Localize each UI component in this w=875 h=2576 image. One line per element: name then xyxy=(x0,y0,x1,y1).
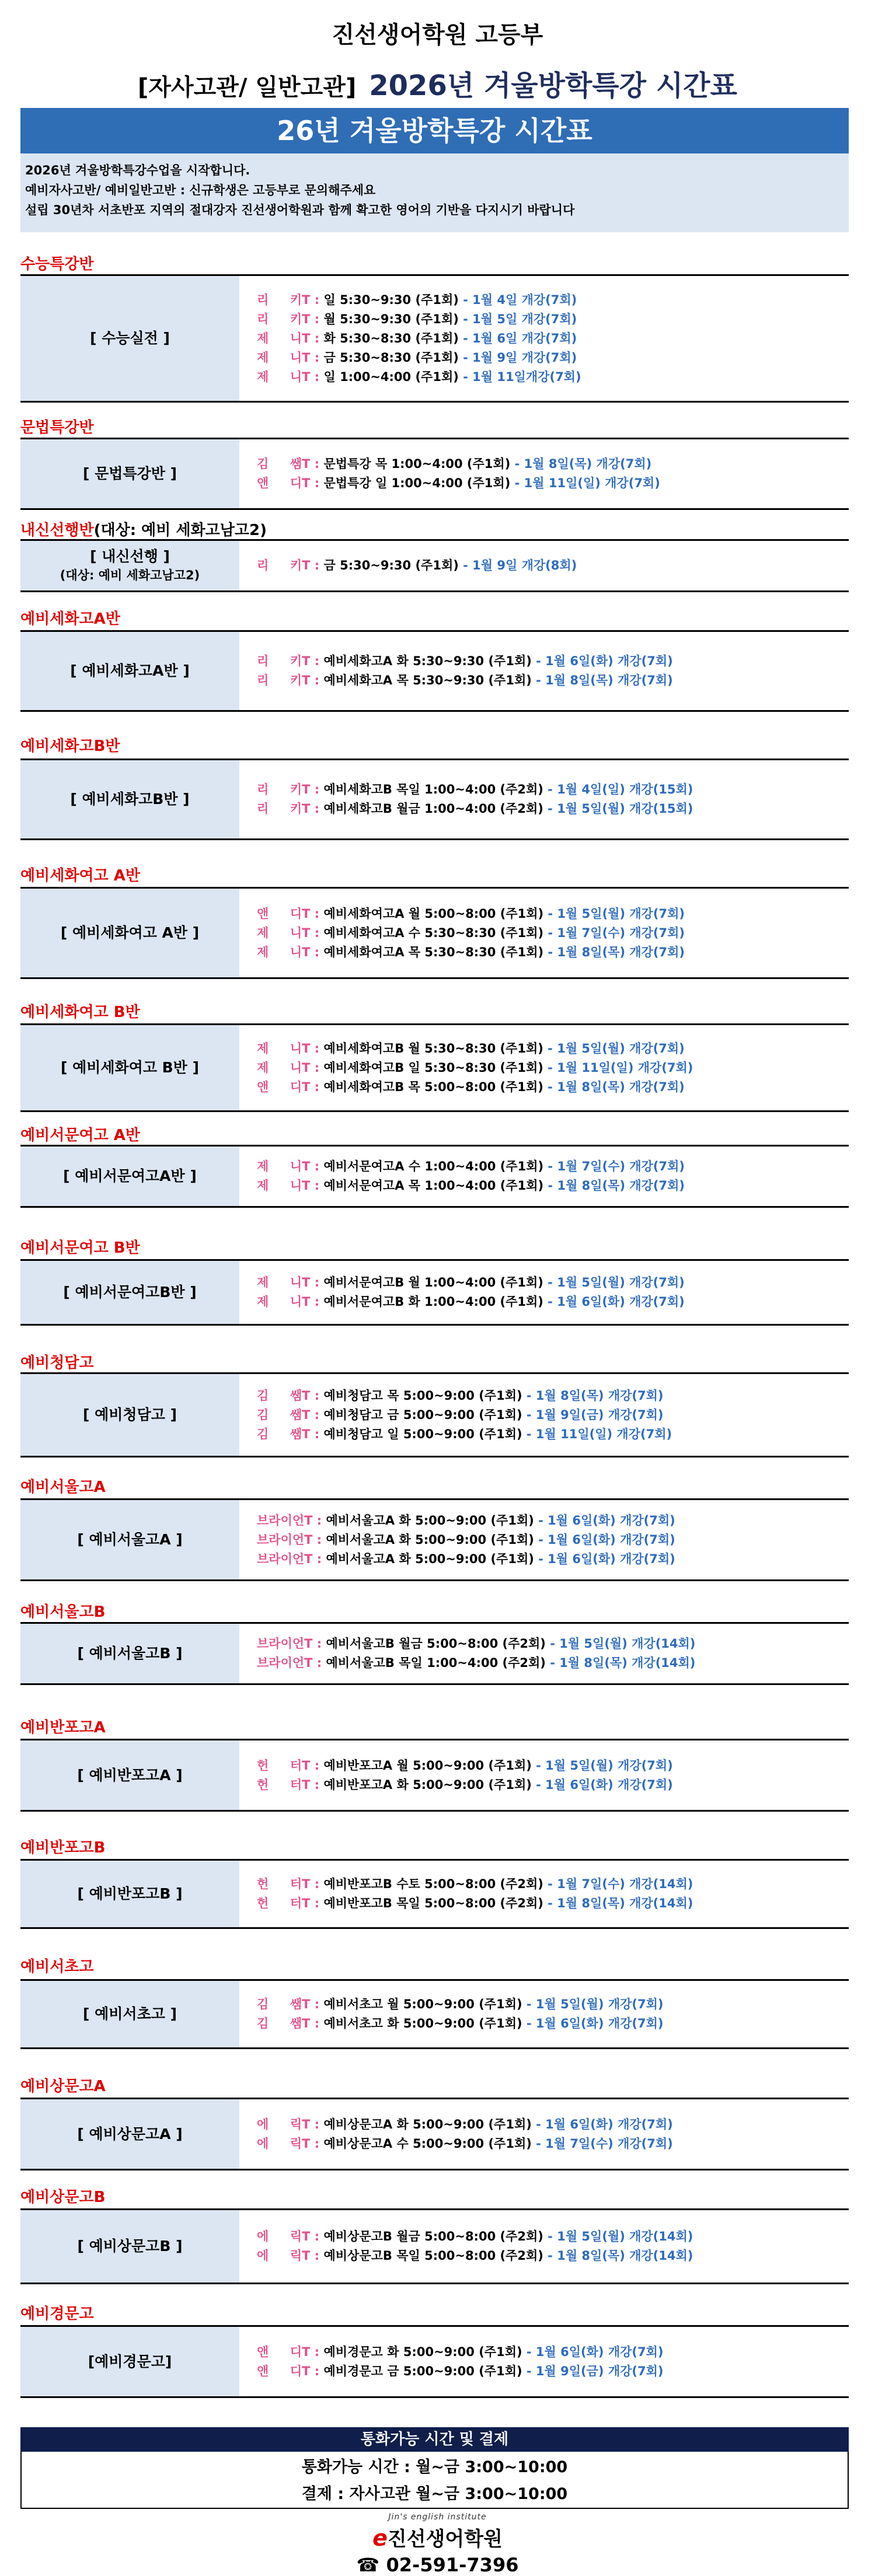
class-label xyxy=(20,1500,239,1579)
class-block xyxy=(20,2098,849,2170)
schedule-line xyxy=(257,310,581,329)
class-time: 예비세화고B 목일 1:00~4:00 (주2회) xyxy=(323,782,543,796)
section-title-text: 문법특강반 xyxy=(20,419,94,436)
teacher-name: 김 쌤T : xyxy=(257,457,324,471)
start-date: - 1월 9일 개강(7회) xyxy=(458,350,577,365)
class-time: 예비서문여고B 화 1:00~4:00 (주1회) xyxy=(323,1295,543,1309)
class-label xyxy=(20,439,239,508)
start-date: - 1월 8일(목) 개강(7회) xyxy=(522,1388,664,1403)
teacher-name: 앤 디T : xyxy=(257,2344,324,2359)
teacher-name: 제 니T : xyxy=(257,1295,324,1309)
teacher-name: 제 니T : xyxy=(257,331,324,345)
teacher-name: 브라이언T : xyxy=(257,1656,326,1670)
section-title-text: 예비서문여고 A반 xyxy=(20,1127,140,1144)
schedule-line xyxy=(257,924,685,943)
class-time: 일 1:00~4:00 (주1회) xyxy=(323,369,459,384)
class-time: 예비상문고A 수 5:00~9:00 (주1회) xyxy=(323,2136,532,2151)
schedule-line xyxy=(257,556,577,575)
section-title-text: 예비반포고A xyxy=(20,1719,106,1736)
start-date: - 1월 5일(월) 개강(14회) xyxy=(545,1637,696,1651)
schedule-lines xyxy=(257,889,685,977)
class-time: 예비서울고A 화 5:00~9:00 (주1회) xyxy=(326,1551,534,1566)
schedule-lines xyxy=(257,760,693,838)
teacher-name: 에 릭T : xyxy=(257,2136,324,2151)
class-time: 문법특강 일 1:00~4:00 (주1회) xyxy=(323,476,511,490)
start-date: - 1월 7일(수) 개강(7회) xyxy=(543,1159,685,1173)
class-block xyxy=(20,1859,849,1929)
teacher-name: 에 릭T : xyxy=(257,2229,324,2243)
section-title-text: 예비상문고B xyxy=(20,2189,106,2206)
teacher-name: 리 키T : xyxy=(257,558,324,572)
class-time: 예비경문고 화 5:00~9:00 (주1회) xyxy=(323,2344,522,2359)
schedule-line xyxy=(257,1292,685,1312)
start-date: - 1월 5일(월) 개강(7회) xyxy=(522,1997,664,2011)
start-date: - 1월 6일 개강(7회) xyxy=(458,331,577,345)
class-block xyxy=(20,1622,849,1685)
schedule-lines xyxy=(257,439,660,508)
schedule-line xyxy=(257,2343,663,2362)
class-label xyxy=(20,1025,239,1110)
class-block xyxy=(20,1498,849,1581)
class-time: 예비서문여고B 월 1:00~4:00 (주1회) xyxy=(323,1275,543,1289)
start-date: - 1월 11일(일) 개강(7회) xyxy=(543,1060,693,1075)
class-block xyxy=(20,1979,849,2049)
teacher-name: 리 키T : xyxy=(257,802,324,816)
teacher-name: 제 니T : xyxy=(257,1275,324,1289)
start-date: - 1월 7일(수) 개강(14회) xyxy=(543,1877,693,1891)
schedule-line xyxy=(257,780,693,799)
intro-box xyxy=(20,153,849,232)
schedule-line xyxy=(257,1273,685,1292)
class-label-text: [ 예비서울고A ] xyxy=(77,1531,183,1548)
schedule-line xyxy=(257,2115,673,2134)
teacher-name: 제 니T : xyxy=(257,925,324,940)
start-date: - 1월 6일(화) 개강(7회) xyxy=(534,1551,675,1566)
logo-korean: 진선생어학원 xyxy=(387,2528,503,2551)
class-time: 예비경문고 금 5:00~9:00 (주1회) xyxy=(323,2364,522,2378)
class-block xyxy=(20,2325,849,2398)
teacher-name: 헌 터T : xyxy=(257,1777,324,1792)
class-label-text: [ 예비서초고 ] xyxy=(82,2005,177,2022)
class-time: 예비청담고 일 5:00~9:00 (주1회) xyxy=(323,1427,522,1441)
schedule-line xyxy=(257,1511,675,1530)
class-time: 예비반포고A 화 5:00~9:00 (주1회) xyxy=(323,1777,532,1792)
schedule-line xyxy=(257,348,581,368)
class-label-text: [ 예비서울고B ] xyxy=(77,1645,183,1662)
teacher-name: 제 니T : xyxy=(257,1159,324,1173)
section-title-text: 수능특강반 xyxy=(20,256,94,273)
class-time: 화 5:30~8:30 (주1회) xyxy=(323,331,459,345)
schedule-line xyxy=(257,2227,693,2246)
class-time: 예비세화여고B 목 5:00~8:00 (주1회) xyxy=(323,1079,543,1094)
schedule-line xyxy=(257,2014,663,2033)
section-title-text: 예비세화여고 A반 xyxy=(20,867,140,885)
start-date: - 1월 11일개강(7회) xyxy=(458,369,581,384)
schedule-line xyxy=(257,329,581,348)
teacher-name: 에 릭T : xyxy=(257,2249,324,2263)
schedule-lines xyxy=(257,1025,693,1110)
class-label xyxy=(20,276,239,401)
class-label xyxy=(20,541,239,590)
class-label xyxy=(20,889,239,977)
schedule-line xyxy=(257,1157,685,1176)
start-date: - 1월 8일(목) 개강(14회) xyxy=(543,2249,693,2263)
schedule-line xyxy=(257,671,673,690)
class-block xyxy=(20,274,849,403)
section-title-text: 예비반포고B xyxy=(20,1839,106,1857)
contact-box xyxy=(20,2452,849,2509)
start-date: - 1월 11일(일) 개강(7회) xyxy=(510,476,660,490)
class-time: 예비세화고A 목 5:30~9:30 (주1회) xyxy=(323,673,532,687)
section-title-text: 예비세화여고 B반 xyxy=(20,1004,140,1021)
teacher-name: 제 니T : xyxy=(257,1060,324,1075)
class-label-text: [ 내신선행 ] xyxy=(90,547,170,565)
start-date: - 1월 8일(목) 개강(14회) xyxy=(543,1896,693,1910)
schedule-line xyxy=(257,1530,675,1550)
section-title xyxy=(20,1836,105,1857)
teacher-name: 앤 디T : xyxy=(257,2364,324,2378)
section-title xyxy=(20,1955,94,1976)
section-title xyxy=(20,518,267,540)
class-label-note: (대상: 예비 세화고남고2) xyxy=(60,568,200,582)
section-title-text: 예비경문고 xyxy=(20,2305,94,2323)
class-time: 예비상문고B 목일 5:00~8:00 (주2회) xyxy=(323,2249,543,2263)
schedule-line xyxy=(257,1756,673,1775)
section-title-note: (대상: 예비 세화고남고2) xyxy=(93,522,267,539)
teacher-name: 제 니T : xyxy=(257,1179,324,1193)
page-subtitle xyxy=(0,63,875,103)
teacher-name: 리 키T : xyxy=(257,782,324,796)
schedule-line xyxy=(257,1386,672,1406)
class-block xyxy=(20,1739,849,1812)
teacher-name: 제 니T : xyxy=(257,1041,324,1055)
start-date: - 1월 5일(월) 개강(14회) xyxy=(543,2229,693,2243)
start-date: - 1월 8일(목) 개강(7회) xyxy=(510,457,652,471)
class-block xyxy=(20,438,849,510)
schedule-line xyxy=(257,2246,693,2266)
start-date: - 1월 8일(목) 개강(14회) xyxy=(545,1656,696,1670)
section-title-text: 예비서문여고 B반 xyxy=(20,1239,140,1257)
schedule-line xyxy=(257,1078,693,1097)
schedule-lines xyxy=(257,1374,672,1456)
class-time: 예비세화여고A 목 5:30~8:30 (주1회) xyxy=(323,945,544,959)
class-label xyxy=(20,760,239,838)
class-block xyxy=(20,887,849,979)
class-label xyxy=(20,2099,239,2169)
start-date: - 1월 7일(수) 개강(7회) xyxy=(543,925,685,940)
schedule-lines xyxy=(257,2210,693,2283)
title-banner: 26년 겨울방학특강 시간표 xyxy=(20,108,849,153)
section-title-text: 예비세화고A반 xyxy=(20,610,120,628)
class-time: 예비서초고 월 5:00~9:00 (주1회) xyxy=(323,1997,522,2011)
class-block xyxy=(20,1023,849,1112)
class-block xyxy=(20,1372,849,1457)
schedule-lines xyxy=(257,276,581,401)
start-date: - 1월 6일(화) 개강(7회) xyxy=(531,654,673,668)
schedule-lines xyxy=(257,632,673,710)
academy-logo xyxy=(0,2512,875,2576)
class-block xyxy=(20,1145,849,1208)
start-date: - 1월 9일 개강(8회) xyxy=(458,558,577,572)
class-label xyxy=(20,1981,239,2047)
schedule-line xyxy=(257,1039,693,1058)
schedule-line xyxy=(257,652,673,671)
intro-line: 예비자사고반/ 예비일반고반 : 신규학생은 고등부로 문의해주세요 xyxy=(25,183,376,197)
start-date: - 1월 5일(월) 개강(7회) xyxy=(543,906,685,921)
teacher-name: 앤 디T : xyxy=(257,906,324,921)
class-time: 예비상문고B 월금 5:00~8:00 (주2회) xyxy=(323,2229,543,2243)
section-title-text: 예비서울고B xyxy=(20,1603,106,1621)
schedule-line xyxy=(257,1425,672,1444)
schedule-line xyxy=(257,455,660,474)
class-time: 예비세화여고B 월 5:30~8:30 (주1회) xyxy=(323,1041,543,1055)
teacher-name: 리 키T : xyxy=(257,312,324,326)
class-label xyxy=(20,1624,239,1683)
start-date: - 1월 9일(금) 개강(7회) xyxy=(522,2364,664,2378)
class-time: 예비세화여고A 수 5:30~8:30 (주1회) xyxy=(323,925,544,940)
class-time: 예비서울고A 화 5:00~9:00 (주1회) xyxy=(326,1532,534,1547)
teacher-name: 김 쌤T : xyxy=(257,1407,324,1422)
class-label xyxy=(20,1374,239,1456)
class-label xyxy=(20,2210,239,2283)
class-time: 예비서울고A 화 5:00~9:00 (주1회) xyxy=(326,1513,534,1528)
teacher-name: 브라이언T : xyxy=(257,1513,326,1528)
schedule-line xyxy=(257,799,693,819)
class-label-text: [ 예비상문고A ] xyxy=(77,2125,183,2142)
teacher-name: 김 쌤T : xyxy=(257,1427,324,1441)
start-date: - 1월 6일(화) 개강(7회) xyxy=(531,2117,673,2131)
class-block xyxy=(20,630,849,712)
schedule-line xyxy=(257,1894,693,1913)
class-label-text: [ 예비세화여고 B반 ] xyxy=(60,1059,200,1076)
class-label-text: [ 예비세화여고 A반 ] xyxy=(60,924,200,941)
intro-line: 설립 30년차 서초반포 지역의 절대강자 진선생어학원과 함께 확고한 영어의 기반을 다지시기 바랍니다 xyxy=(25,203,575,217)
teacher-name: 제 니T : xyxy=(257,350,324,365)
section-title-text: 예비서초고 xyxy=(20,1958,94,1976)
schedule-line xyxy=(257,1176,685,1196)
class-time: 예비세화여고B 일 5:30~8:30 (주1회) xyxy=(323,1060,543,1075)
teacher-name: 리 키T : xyxy=(257,673,324,687)
section-title xyxy=(20,1236,140,1257)
logo-name xyxy=(0,2523,875,2551)
section-title-text: 예비청담고 xyxy=(20,1354,94,1372)
class-time: 예비서문여고A 수 1:00~4:00 (주1회) xyxy=(323,1159,544,1173)
start-date: - 1월 6일(화) 개강(7회) xyxy=(522,2344,664,2359)
class-block xyxy=(20,1259,849,1326)
class-time: 예비반포고B 수토 5:00~8:00 (주2회) xyxy=(323,1877,543,1891)
class-time: 예비상문고A 화 5:00~9:00 (주1회) xyxy=(323,2117,532,2131)
teacher-name: 헌 터T : xyxy=(257,1758,324,1773)
start-date: - 1월 5일 개강(7회) xyxy=(458,312,577,326)
teacher-name: 브라이언T : xyxy=(257,1532,326,1547)
schedule-lines xyxy=(257,1147,685,1206)
class-label-text: [ 예비청담고 ] xyxy=(82,1406,177,1423)
teacher-name: 앤 디T : xyxy=(257,476,324,490)
section-title xyxy=(20,252,94,274)
class-label-text: [ 예비서문여고B반 ] xyxy=(63,1284,197,1301)
contact-heading: 통화가능 시간 및 결제 xyxy=(20,2427,849,2452)
class-time: 예비청담고 금 5:00~9:00 (주1회) xyxy=(323,1407,522,1422)
schedule-lines xyxy=(257,1500,675,1579)
start-date: - 1월 6일(화) 개강(7회) xyxy=(534,1513,675,1528)
teacher-name: 제 니T : xyxy=(257,369,324,384)
start-date: - 1월 9일(금) 개강(7회) xyxy=(522,1407,664,1422)
call-hours: 통화가능 시간 : 월~금 3:00~10:00 xyxy=(301,2458,568,2476)
start-date: - 1월 5일(월) 개강(7회) xyxy=(543,1041,685,1055)
section-title xyxy=(20,2185,105,2207)
section-title xyxy=(20,864,140,885)
teacher-name: 김 쌤T : xyxy=(257,1388,324,1403)
class-label xyxy=(20,632,239,710)
logo-english: Jin's english institute xyxy=(388,2512,487,2522)
teacher-name: 김 쌤T : xyxy=(257,2016,324,2030)
class-label-text: [ 예비반포고B ] xyxy=(77,1885,183,1902)
start-date: - 1월 5일(월) 개강(7회) xyxy=(531,1758,673,1773)
class-label-text: [ 예비세화고A반 ] xyxy=(70,662,190,679)
class-time: 예비반포고A 월 5:00~9:00 (주1회) xyxy=(323,1758,532,1773)
schedule-lines xyxy=(257,2327,663,2396)
intro-line: 2026년 겨울방학특강수업을 시작합니다. xyxy=(25,163,250,177)
schedule-lines xyxy=(257,1981,663,2047)
teacher-name: 김 쌤T : xyxy=(257,1997,324,2011)
payment-hours: 결제 : 자사고관 월~금 3:00~10:00 xyxy=(301,2485,568,2503)
phone-number: ☎ 02-591-7396 xyxy=(356,2554,519,2576)
school-title: 진선생어학원 고등부 xyxy=(332,22,543,48)
section-title xyxy=(20,1351,94,1372)
schedule-title: 2026년 겨울방학특강 시간표 xyxy=(369,69,737,102)
class-time: 예비청담고 목 5:00~9:00 (주1회) xyxy=(323,1388,522,1403)
start-date: - 1월 5일(월) 개강(15회) xyxy=(543,802,693,816)
schedule-line xyxy=(257,368,581,387)
start-date: - 1월 11일(일) 개강(7회) xyxy=(522,1427,672,1441)
schedule-line xyxy=(257,1995,663,2014)
section-title xyxy=(20,2074,106,2096)
class-time: 예비서초고 화 5:00~9:00 (주1회) xyxy=(323,2016,522,2030)
section-title-text: 예비상문고A xyxy=(20,2078,106,2095)
teacher-name: 헌 터T : xyxy=(257,1896,324,1910)
class-label-text: [ 예비반포고A ] xyxy=(77,1766,183,1784)
schedule-line xyxy=(257,904,685,924)
schedule-line xyxy=(257,2362,663,2381)
section-title xyxy=(20,1600,105,1621)
class-label xyxy=(20,1261,239,1324)
section-title xyxy=(20,1123,140,1145)
start-date: - 1월 8일(목) 개강(7회) xyxy=(531,673,673,687)
class-label-text: [ 수능실전 ] xyxy=(90,330,170,347)
class-time: 예비반포고B 목일 5:00~8:00 (주2회) xyxy=(323,1896,543,1910)
section-title-text: 예비서울고A xyxy=(20,1479,106,1496)
schedule-lines xyxy=(257,1261,685,1324)
start-date: - 1월 8일(목) 개강(7회) xyxy=(543,945,685,959)
class-label xyxy=(20,1861,239,1927)
class-time: 예비세화여고A 월 5:00~8:00 (주1회) xyxy=(323,906,544,921)
schedule-lines xyxy=(257,1624,695,1683)
schedule-line xyxy=(257,1634,695,1654)
start-date: - 1월 4일 개강(7회) xyxy=(458,292,577,307)
start-date: - 1월 6일(화) 개강(7회) xyxy=(534,1532,675,1547)
schedule-line xyxy=(257,1406,672,1425)
class-time: 금 5:30~9:30 (주1회) xyxy=(323,558,459,572)
start-date: - 1월 5일(월) 개강(7회) xyxy=(543,1275,685,1289)
section-title xyxy=(20,1000,140,1022)
section-title-text: 내신선행반 xyxy=(20,522,94,539)
schedule-line xyxy=(257,1550,675,1569)
campus-label: [자사고관/ 일반고관] xyxy=(138,74,357,101)
start-date: - 1월 6일(화) 개강(7회) xyxy=(543,1295,685,1309)
start-date: - 1월 6일(화) 개강(7회) xyxy=(522,2016,664,2030)
section-title-text: 예비세화고B반 xyxy=(20,738,120,755)
class-time: 예비서울고B 목일 1:00~4:00 (주2회) xyxy=(326,1656,546,1670)
start-date: - 1월 6일(화) 개강(7회) xyxy=(531,1777,673,1792)
section-title xyxy=(20,734,120,756)
class-time: 예비서울고B 월금 5:00~8:00 (주2회) xyxy=(326,1637,546,1651)
class-time: 일 5:30~9:30 (주1회) xyxy=(323,292,459,307)
schedule-line xyxy=(257,474,660,493)
class-label-text: [ 예비세화고B반 ] xyxy=(70,791,190,808)
section-title xyxy=(20,415,94,437)
class-block xyxy=(20,539,849,592)
schedule-line xyxy=(257,1654,695,1673)
schedule-line xyxy=(257,2134,673,2154)
class-time: 예비세화고B 월금 1:00~4:00 (주2회) xyxy=(323,802,543,816)
section-title xyxy=(20,1715,106,1737)
schedule-line xyxy=(257,1775,673,1795)
teacher-name: 헌 터T : xyxy=(257,1877,324,1891)
teacher-name: 리 키T : xyxy=(257,292,324,307)
section-title xyxy=(20,2302,94,2323)
class-block xyxy=(20,2208,849,2284)
schedule-line xyxy=(257,291,581,310)
class-label xyxy=(20,1147,239,1206)
class-label-text: [예비경문고] xyxy=(88,2353,172,2370)
class-time: 예비세화고A 화 5:30~9:30 (주1회) xyxy=(323,654,532,668)
class-time: 월 5:30~9:30 (주1회) xyxy=(323,312,459,326)
class-time: 예비서문여고A 목 1:00~4:00 (주1회) xyxy=(323,1179,544,1193)
schedule-line xyxy=(257,943,685,962)
start-date: - 1월 4일(일) 개강(15회) xyxy=(543,782,693,796)
class-time: 금 5:30~8:30 (주1회) xyxy=(323,350,459,365)
schedule-lines xyxy=(257,1861,693,1927)
start-date: - 1월 8일(목) 개강(7회) xyxy=(543,1179,685,1193)
schedule-lines xyxy=(257,2099,673,2169)
teacher-name: 브라이언T : xyxy=(257,1551,326,1566)
class-time: 문법특강 목 1:00~4:00 (주1회) xyxy=(323,457,511,471)
logo-mark: e xyxy=(372,2525,388,2551)
class-block xyxy=(20,759,849,840)
start-date: - 1월 7일(수) 개강(7회) xyxy=(531,2136,673,2151)
teacher-name: 에 릭T : xyxy=(257,2117,324,2131)
section-title xyxy=(20,1475,106,1497)
class-label-text: [ 예비상문고B ] xyxy=(77,2238,183,2255)
schedule-lines xyxy=(257,541,577,590)
class-label-text: [ 예비서문여고A반 ] xyxy=(63,1168,197,1184)
class-label-text: [ 문법특강반 ] xyxy=(82,465,177,482)
start-date: - 1월 8일(목) 개강(7회) xyxy=(543,1079,685,1094)
teacher-name: 브라이언T : xyxy=(257,1637,326,1651)
schedule-line xyxy=(257,1058,693,1078)
class-label xyxy=(20,2327,239,2396)
schedule-line xyxy=(257,1875,693,1894)
schedule-lines xyxy=(257,1740,673,1810)
teacher-name: 제 니T : xyxy=(257,945,324,959)
teacher-name: 앤 디T : xyxy=(257,1079,324,1094)
class-label xyxy=(20,1740,239,1810)
teacher-name: 리 키T : xyxy=(257,654,324,668)
section-title xyxy=(20,607,120,628)
